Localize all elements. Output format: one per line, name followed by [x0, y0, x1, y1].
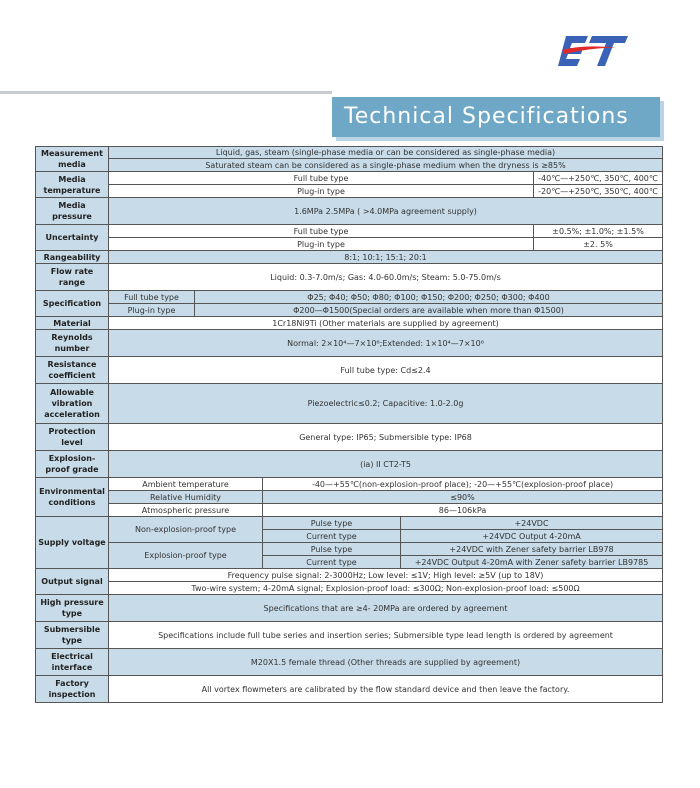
- sub-full-tube: Full tube type: [109, 172, 534, 185]
- label-protection-level: Protection level: [36, 424, 109, 451]
- label-resistance-coefficient: Resistance coefficient: [36, 357, 109, 384]
- row-submersible-type: [36, 622, 663, 649]
- value-spec-full-tube: Φ25; Φ40; Φ50; Φ80; Φ100; Φ150; Φ200; Φ250; Φ300; Φ400: [195, 291, 663, 304]
- value-spec-plug-in: Φ200—Φ1500(Special orders are available when more than Φ1500): [195, 304, 663, 317]
- label-allowable-vibration: Allowable vibration acceleration: [36, 384, 109, 424]
- label-environmental-conditions: Environmental conditions: [36, 478, 109, 517]
- sub-atmospheric-pressure: Atmospheric pressure: [109, 504, 263, 517]
- row-media-temperature: [36, 172, 663, 185]
- sub-full-tube: Full tube type: [109, 291, 195, 304]
- sub-plug-in: Plug-in type: [109, 185, 534, 198]
- company-logo: [556, 30, 636, 70]
- value-temp-plug-in: -20℃—+250℃, 350℃, 400℃: [534, 185, 663, 198]
- row-protection-level: [36, 424, 663, 451]
- label-media-pressure: Media pressure: [36, 198, 109, 225]
- value-reynolds-number: Normal: 2×10⁴—7×10⁶;Extended: 1×10⁴—7×10⁶: [109, 330, 663, 357]
- value-protection-level: General type: IP65; Submersible type: IP68: [109, 424, 663, 451]
- sub-relative-humidity: Relative Humidity: [109, 491, 263, 504]
- label-specification: Specification: [36, 291, 109, 317]
- value-explosion-proof-grade: (ia) II CT2-T5: [109, 451, 663, 478]
- value-uncertainty-full-tube: ±0.5%; ±1.0%; ±1.5%: [534, 225, 663, 238]
- value-resistance-coefficient: Full tube type: Cd≤2.4: [109, 357, 663, 384]
- value-output-signal-1: Frequency pulse signal: 2-3000Hz; Low level: ≤1V; High level: ≥5V (up to 18V): [109, 569, 663, 582]
- row-explosion-proof-grade: [36, 451, 663, 478]
- label-high-pressure-type: High pressure type: [36, 595, 109, 622]
- row-measurement-media: [36, 147, 663, 159]
- label-media-temperature: Media temperature: [36, 172, 109, 198]
- value-output-signal-2: Two-wire system; 4-20mA signal; Explosion-proof load: ≤300Ω; Non-explosion-proof load: ≤500Ω: [109, 582, 663, 595]
- page-title: Technical Specifications: [344, 104, 629, 129]
- value-allowable-vibration: Piezoelectric≤0.2; Capacitive: 1.0-2.0g: [109, 384, 663, 424]
- sub-pulse-type: Pulse type: [263, 543, 401, 556]
- row-output-signal: [36, 569, 663, 582]
- value-non-ex-current: +24VDC Output 4-20mA: [401, 530, 663, 543]
- value-ex-pulse: +24VDC with Zener safety barrier LB978: [401, 543, 663, 556]
- value-non-ex-pulse: +24VDC: [401, 517, 663, 530]
- sub-plug-in: Plug-in type: [109, 238, 534, 251]
- row-flow-rate-range: [36, 264, 663, 291]
- value-electrical-interface: M20X1.5 female thread (Other threads are supplied by agreement): [109, 649, 663, 676]
- spec-table: [35, 146, 663, 703]
- sub-explosion-proof: Explosion-proof type: [109, 543, 263, 569]
- row-high-pressure-type: [36, 595, 663, 622]
- sub-non-explosion-proof: Non-explosion-proof type: [109, 517, 263, 543]
- sub-ambient-temperature: Ambient temperature: [109, 478, 263, 491]
- value-rangeability: 8:1; 10:1; 15:1; 20:1: [109, 251, 663, 264]
- row-resistance-coefficient: [36, 357, 663, 384]
- value-ambient-temperature: -40—+55℃(non-explosion-proof place); -20—+55℃(explosion-proof place): [263, 478, 663, 491]
- value-media-pressure: 1.6MPa 2.5MPa ( >4.0MPa agreement supply): [109, 198, 663, 225]
- sub-current-type: Current type: [263, 556, 401, 569]
- row-specification: [36, 291, 663, 304]
- row-material: [36, 317, 663, 330]
- sub-plug-in: Plug-in type: [109, 304, 195, 317]
- row-rangeability: [36, 251, 663, 264]
- label-measurement-media: Measurement media: [36, 147, 109, 172]
- header-rule: [0, 91, 332, 94]
- label-electrical-interface: Electrical interface: [36, 649, 109, 676]
- sub-full-tube: Full tube type: [109, 225, 534, 238]
- value-measurement-media-1: Liquid, gas, steam (single-phase media or can be considered as single-phase media): [109, 147, 663, 159]
- label-flow-rate-range: Flow rate range: [36, 264, 109, 291]
- value-submersible-type: Specifications include full tube series and insertion series; Submersible type lead length is ordered by agreement: [109, 622, 663, 649]
- value-factory-inspection: All vortex flowmeters are calibrated by the flow standard device and then leave the factory.: [109, 676, 663, 703]
- sub-current-type: Current type: [263, 530, 401, 543]
- label-material: Material: [36, 317, 109, 330]
- label-reynolds-number: Reynolds number: [36, 330, 109, 357]
- value-flow-rate-range: Liquid: 0.3-7.0m/s; Gas: 4.0-60.0m/s; Steam: 5.0-75.0m/s: [109, 264, 663, 291]
- row-reynolds-number: [36, 330, 663, 357]
- row-supply-voltage: [36, 517, 663, 530]
- label-submersible-type: Submersible type: [36, 622, 109, 649]
- label-output-signal: Output signal: [36, 569, 109, 595]
- row-electrical-interface: [36, 649, 663, 676]
- value-uncertainty-plug-in: ±2. 5%: [534, 238, 663, 251]
- row-media-pressure: [36, 198, 663, 225]
- value-ex-current: +24VDC Output 4-20mA with Zener safety barrier LB9785: [401, 556, 663, 569]
- label-rangeability: Rangeability: [36, 251, 109, 264]
- row-uncertainty: [36, 225, 663, 238]
- row-factory-inspection: [36, 676, 663, 703]
- value-atmospheric-pressure: 86—106kPa: [263, 504, 663, 517]
- label-supply-voltage: Supply voltage: [36, 517, 109, 569]
- value-measurement-media-2: Saturated steam can be considered as a single-phase medium when the dryness is ≥85%: [109, 159, 663, 172]
- title-banner: [332, 97, 660, 137]
- sub-pulse-type: Pulse type: [263, 517, 401, 530]
- row-allowable-vibration: [36, 384, 663, 424]
- label-explosion-proof-grade: Explosion-proof grade: [36, 451, 109, 478]
- value-temp-full-tube: -40℃—+250℃, 350℃, 400℃: [534, 172, 663, 185]
- label-factory-inspection: Factory inspection: [36, 676, 109, 703]
- label-uncertainty: Uncertainty: [36, 225, 109, 251]
- value-high-pressure-type: Specifications that are ≥4- 20MPa are ordered by agreement: [109, 595, 663, 622]
- value-material: 1Cr18Ni9Ti (Other materials are supplied by agreement): [109, 317, 663, 330]
- row-environmental-conditions: [36, 478, 663, 491]
- value-relative-humidity: ≤90%: [263, 491, 663, 504]
